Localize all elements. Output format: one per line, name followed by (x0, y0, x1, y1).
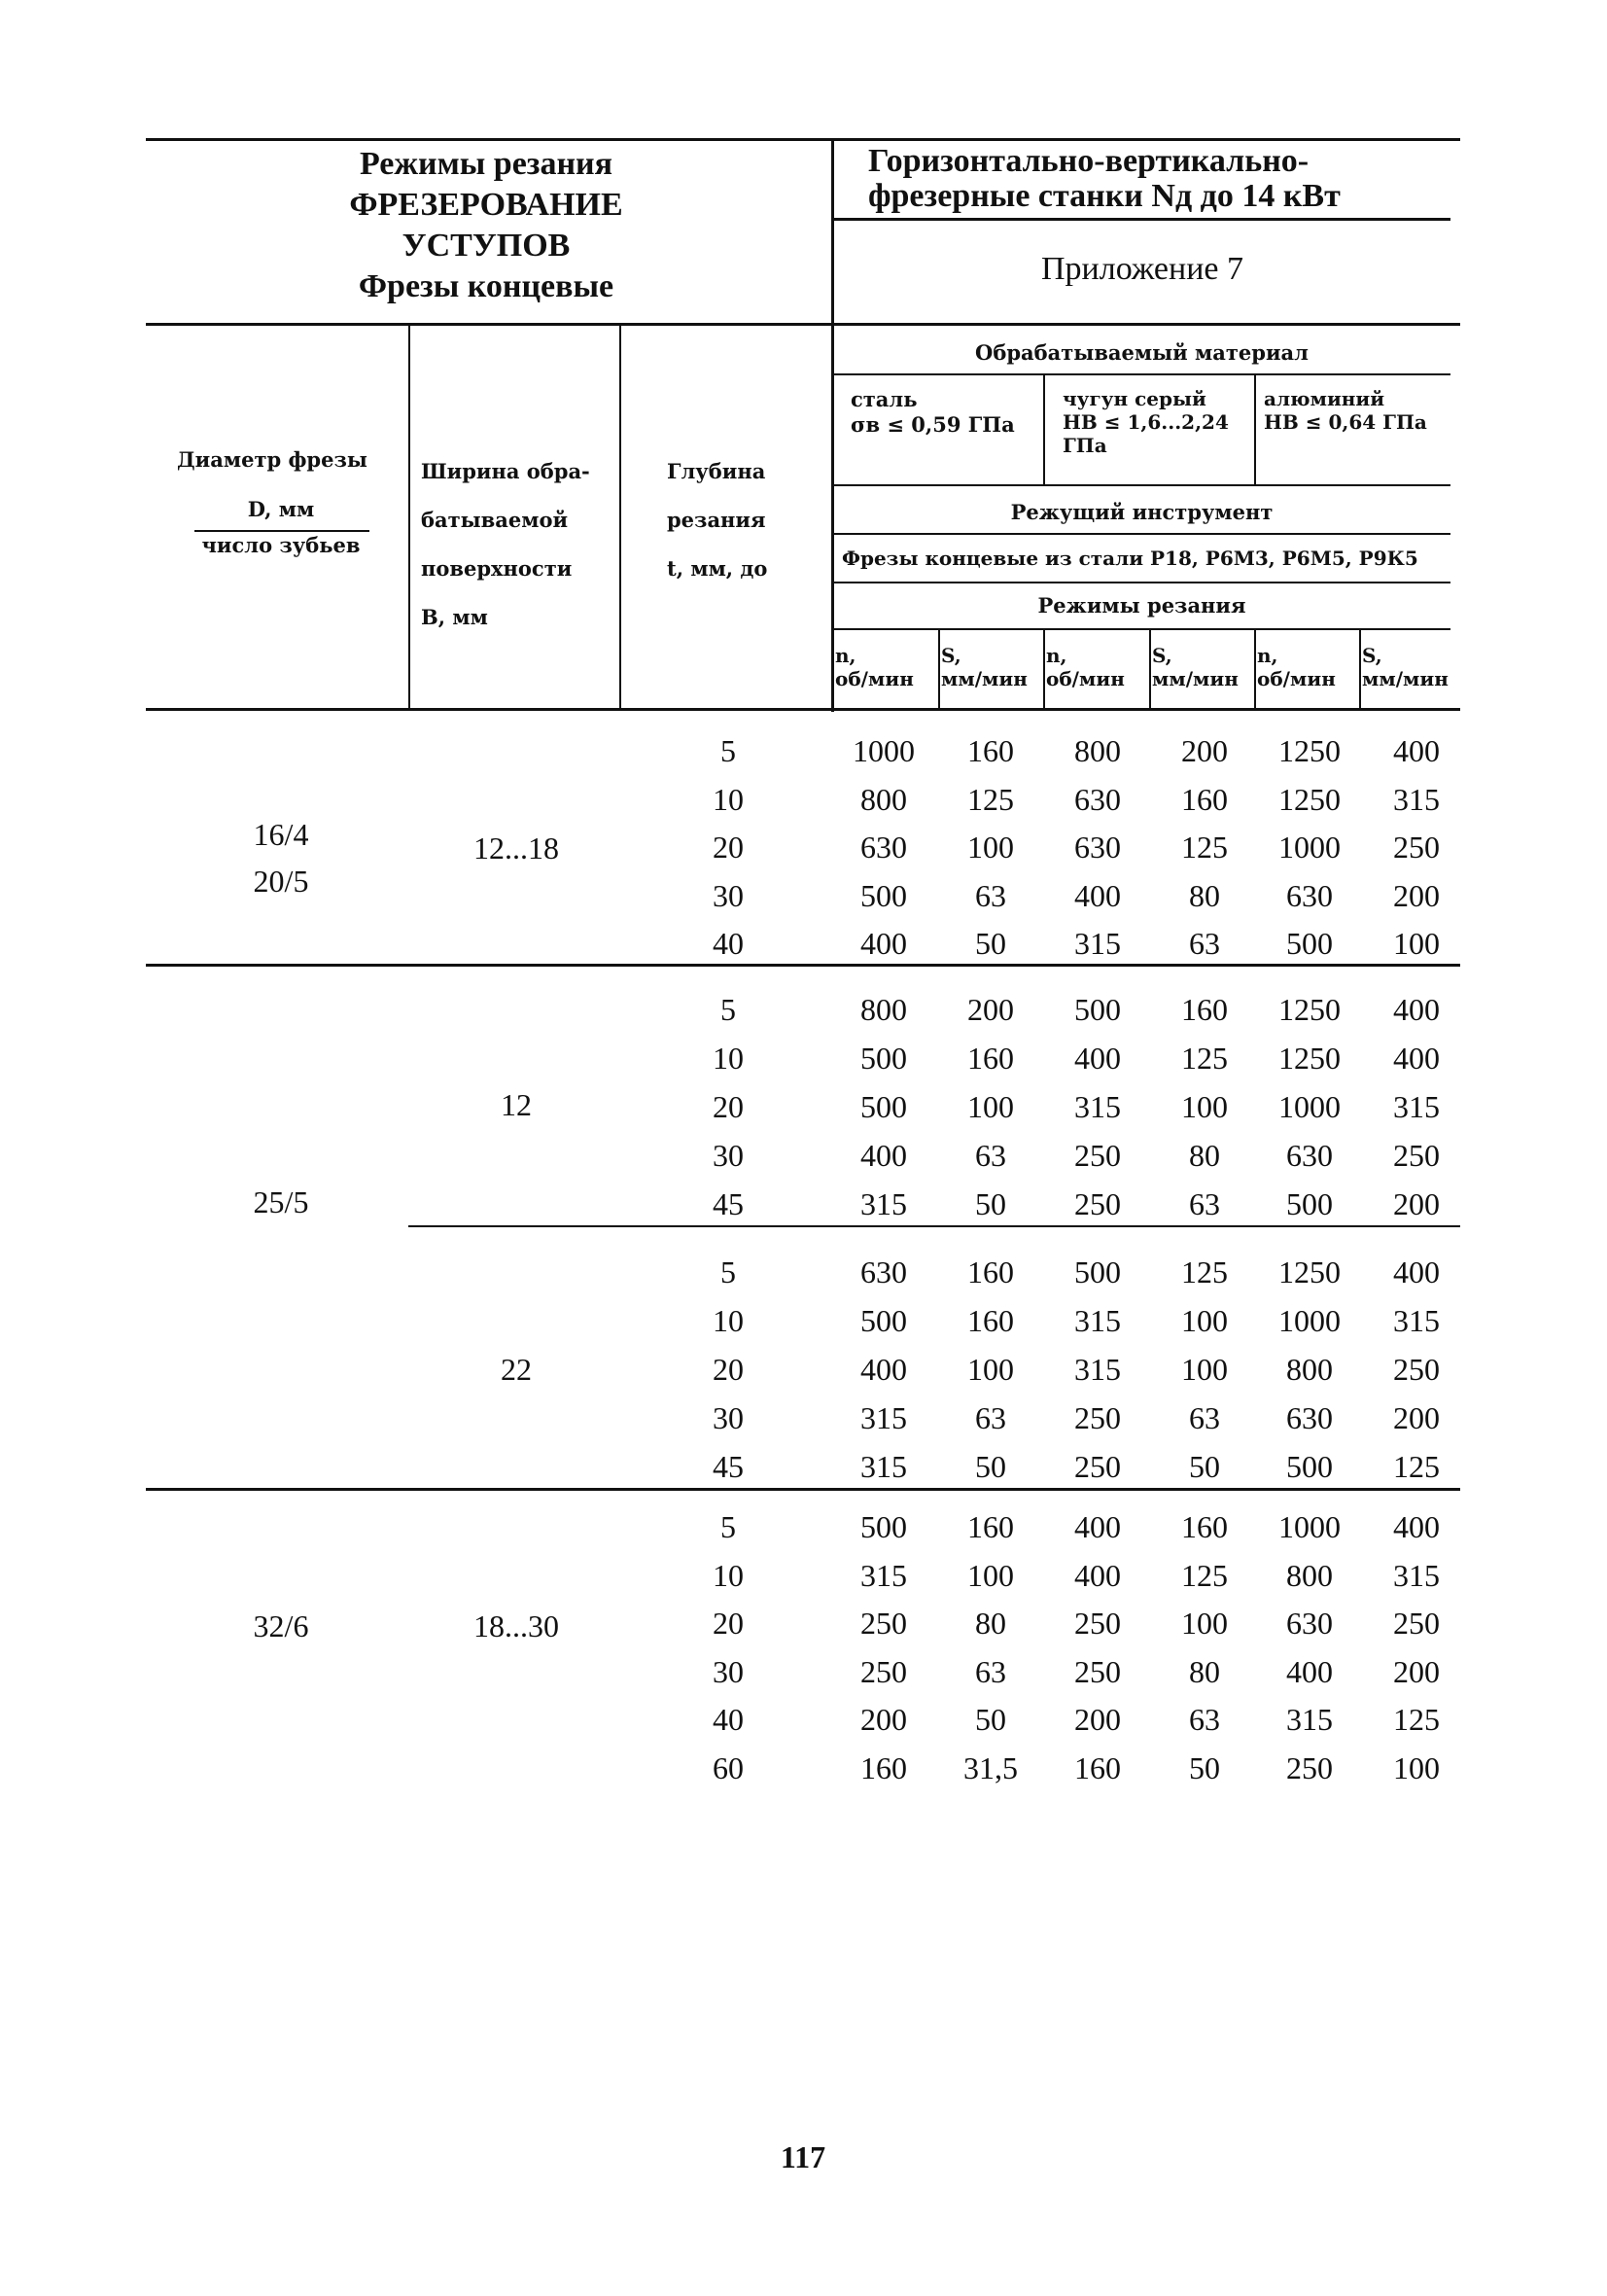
cell-n-cast-iron: 630 (1074, 782, 1121, 817)
tool-rule (833, 582, 1450, 583)
diameter-fraction-bar (194, 530, 369, 532)
cell-depth: 60 (713, 1750, 744, 1785)
width-22: 22 (501, 1352, 532, 1387)
cell-n-aluminium: 1250 (1278, 733, 1341, 768)
cell-n-cast-iron: 250 (1074, 1138, 1121, 1173)
cell-s-cast-iron: 160 (1181, 1509, 1228, 1544)
cell-s-steel: 160 (967, 1303, 1014, 1338)
cell-n-steel: 630 (860, 1254, 907, 1289)
header-divider (831, 138, 834, 712)
cell-s-aluminium: 125 (1393, 1702, 1440, 1737)
cell-s-cast-iron: 80 (1189, 1138, 1220, 1173)
cell-depth: 40 (713, 1702, 744, 1737)
cell-depth: 30 (713, 1138, 744, 1173)
col-sep-2 (619, 325, 621, 708)
diameter-unit: D, мм (247, 497, 315, 521)
tool-title-rule (833, 533, 1450, 535)
ns-sep-1 (938, 630, 940, 710)
modes-title-rule (833, 628, 1450, 630)
cell-n-cast-iron: 500 (1074, 992, 1121, 1027)
machine-title (868, 144, 1451, 214)
cell-s-steel: 50 (975, 1702, 1006, 1737)
cell-depth: 10 (713, 1303, 744, 1338)
cell-n-aluminium: 1000 (1278, 1089, 1341, 1124)
tool-description: Фрезы концевые из стали Р18, Р6М3, Р6М5, Р9К5 (842, 547, 1418, 570)
material-title-rule (833, 373, 1450, 375)
cell-s-aluminium: 400 (1393, 992, 1440, 1027)
width-12: 12 (501, 1087, 532, 1122)
cell-s-cast-iron: 50 (1189, 1449, 1220, 1484)
cell-n-aluminium: 800 (1286, 1558, 1333, 1593)
cell-n-steel: 250 (860, 1606, 907, 1641)
cell-s-aluminium: 200 (1393, 878, 1440, 913)
cell-s-steel: 100 (967, 1089, 1014, 1124)
cell-s-cast-iron: 80 (1189, 878, 1220, 913)
machine-title-line-1: Горизонтально-вертикально- (868, 143, 1310, 179)
cell-n-cast-iron: 250 (1074, 1186, 1121, 1221)
cell-depth: 45 (713, 1449, 744, 1484)
cell-depth: 10 (713, 1041, 744, 1076)
diameter-32-6: 32/6 (253, 1608, 309, 1643)
cell-n-steel: 160 (860, 1750, 907, 1785)
title-line-cutters: Фрезы концевые (358, 268, 614, 304)
machine-title-line-2: фрезерные станки Nд до 14 кВт (868, 178, 1341, 214)
cell-n-cast-iron: 160 (1074, 1750, 1121, 1785)
cell-s-cast-iron: 200 (1181, 733, 1228, 768)
cell-s-cast-iron: 50 (1189, 1750, 1220, 1785)
s-header-cast-iron: S, мм/мин (1152, 644, 1239, 690)
cell-n-cast-iron: 250 (1074, 1606, 1121, 1641)
cell-s-steel: 200 (967, 992, 1014, 1027)
cell-n-steel: 315 (860, 1558, 907, 1593)
cell-s-cast-iron: 100 (1181, 1352, 1228, 1387)
cell-n-cast-iron: 315 (1074, 1089, 1121, 1124)
n-header-steel: n, об/мин (835, 644, 914, 690)
depth-header: Глубина резания t, мм, до (667, 459, 768, 581)
cell-depth: 20 (713, 1089, 744, 1124)
cell-s-steel: 50 (975, 926, 1006, 961)
cell-n-aluminium: 630 (1286, 878, 1333, 913)
title-line-milling: ФРЕЗЕРОВАНИЕ (349, 187, 623, 223)
cell-n-aluminium: 1000 (1278, 1303, 1341, 1338)
cell-n-cast-iron: 315 (1074, 1303, 1121, 1338)
cell-s-cast-iron: 63 (1189, 1400, 1220, 1435)
cell-depth: 20 (713, 1352, 744, 1387)
cell-n-steel: 500 (860, 1303, 907, 1338)
ns-sep-4 (1254, 630, 1256, 710)
cell-n-aluminium: 1250 (1278, 1041, 1341, 1076)
cell-n-steel: 315 (860, 1400, 907, 1435)
cell-n-cast-iron: 250 (1074, 1654, 1121, 1689)
ns-sep-3 (1149, 630, 1151, 710)
material-cast-iron: чугун серый НВ ≤ 1,6...2,24 ГПа (1063, 387, 1229, 457)
cell-n-cast-iron: 400 (1074, 1509, 1121, 1544)
cell-s-aluminium: 400 (1393, 1041, 1440, 1076)
cell-n-aluminium: 1250 (1278, 782, 1341, 817)
cell-s-aluminium: 315 (1393, 782, 1440, 817)
cell-n-cast-iron: 250 (1074, 1449, 1121, 1484)
s-header-aluminium: S, мм/мин (1362, 644, 1449, 690)
cell-s-aluminium: 250 (1393, 1606, 1440, 1641)
cell-depth: 5 (720, 992, 736, 1027)
cell-depth: 5 (720, 1509, 736, 1544)
cell-n-aluminium: 630 (1286, 1400, 1333, 1435)
cell-depth: 40 (713, 926, 744, 961)
cell-depth: 30 (713, 1400, 744, 1435)
cell-depth: 20 (713, 830, 744, 865)
cell-s-cast-iron: 160 (1181, 992, 1228, 1027)
cell-depth: 30 (713, 1654, 744, 1689)
cell-s-cast-iron: 125 (1181, 1558, 1228, 1593)
diameter-16-4: 16/4 (253, 817, 309, 852)
cell-s-steel: 63 (975, 1400, 1006, 1435)
material-steel: сталь σв ≤ 0,59 ГПа (851, 387, 1015, 437)
cell-s-steel: 31,5 (963, 1750, 1018, 1785)
cell-s-aluminium: 200 (1393, 1654, 1440, 1689)
cell-s-cast-iron: 125 (1181, 830, 1228, 865)
cell-s-steel: 100 (967, 1352, 1014, 1387)
cell-s-aluminium: 100 (1393, 926, 1440, 961)
modes-title: Режимы резания (1037, 593, 1246, 618)
cell-s-cast-iron: 100 (1181, 1089, 1228, 1124)
cell-n-steel: 500 (860, 1041, 907, 1076)
ns-sep-2 (1043, 630, 1045, 710)
cell-s-aluminium: 400 (1393, 1509, 1440, 1544)
ns-sep-5 (1359, 630, 1361, 710)
cell-s-steel: 50 (975, 1186, 1006, 1221)
cell-s-cast-iron: 125 (1181, 1254, 1228, 1289)
material-sep-2 (1254, 375, 1256, 484)
cell-s-aluminium: 250 (1393, 1352, 1440, 1387)
cell-s-aluminium: 200 (1393, 1400, 1440, 1435)
cell-depth: 20 (713, 1606, 744, 1641)
cell-s-cast-iron: 160 (1181, 782, 1228, 817)
material-bottom-rule (833, 484, 1450, 486)
cell-n-steel: 800 (860, 782, 907, 817)
cell-s-aluminium: 400 (1393, 1254, 1440, 1289)
cell-n-steel: 800 (860, 992, 907, 1027)
material-title: Обрабатываемый материал (975, 340, 1309, 365)
cell-n-steel: 630 (860, 830, 907, 865)
cell-n-cast-iron: 315 (1074, 926, 1121, 961)
tool-title: Режущий инструмент (1010, 500, 1274, 524)
cell-s-steel: 50 (975, 1449, 1006, 1484)
s-header-steel: S, мм/мин (941, 644, 1028, 690)
cell-n-aluminium: 500 (1286, 1186, 1333, 1221)
cell-s-cast-iron: 100 (1181, 1606, 1228, 1641)
cell-s-aluminium: 200 (1393, 1186, 1440, 1221)
cell-n-aluminium: 1250 (1278, 1254, 1341, 1289)
cell-s-aluminium: 125 (1393, 1449, 1440, 1484)
cell-s-steel: 160 (967, 733, 1014, 768)
cell-depth: 5 (720, 1254, 736, 1289)
cell-s-steel: 63 (975, 1138, 1006, 1173)
width-12-18: 12...18 (473, 830, 559, 865)
cell-depth: 30 (713, 878, 744, 913)
cell-depth: 10 (713, 782, 744, 817)
cell-n-steel: 250 (860, 1654, 907, 1689)
cell-depth: 45 (713, 1186, 744, 1221)
cell-n-steel: 1000 (853, 733, 915, 768)
material-aluminium: алюминий НВ ≤ 0,64 ГПа (1264, 387, 1427, 434)
header-bottom-rule (146, 323, 1460, 326)
cell-s-steel: 100 (967, 1558, 1014, 1593)
title-line-modes: Режимы резания (359, 146, 613, 182)
material-sep-1 (1043, 375, 1045, 484)
n-header-cast-iron: n, об/мин (1046, 644, 1125, 690)
cell-n-cast-iron: 200 (1074, 1702, 1121, 1737)
cell-s-steel: 100 (967, 830, 1014, 865)
cell-s-aluminium: 400 (1393, 733, 1440, 768)
cell-depth: 10 (713, 1558, 744, 1593)
cell-n-steel: 500 (860, 1089, 907, 1124)
cell-s-aluminium: 250 (1393, 1138, 1440, 1173)
cell-n-aluminium: 400 (1286, 1654, 1333, 1689)
cell-s-steel: 63 (975, 878, 1006, 913)
cell-n-cast-iron: 315 (1074, 1352, 1121, 1387)
top-rule (146, 138, 1460, 141)
header-end-rule (146, 708, 1460, 711)
cell-n-aluminium: 1000 (1278, 830, 1341, 865)
cell-s-aluminium: 315 (1393, 1089, 1440, 1124)
diameter-25-5: 25/5 (253, 1184, 309, 1219)
title-line-shoulders: УСТУПОВ (402, 228, 571, 264)
cell-n-cast-iron: 400 (1074, 1558, 1121, 1593)
cell-s-cast-iron: 63 (1189, 1186, 1220, 1221)
appendix-label: Приложение 7 (1041, 251, 1243, 287)
cell-n-aluminium: 800 (1286, 1352, 1333, 1387)
cell-n-cast-iron: 630 (1074, 830, 1121, 865)
cell-s-aluminium: 315 (1393, 1558, 1440, 1593)
cell-s-steel: 80 (975, 1606, 1006, 1641)
page-number: 117 (780, 2139, 826, 2174)
col-sep-1 (408, 325, 410, 708)
group-2-bottom-rule (146, 1488, 1460, 1491)
cell-s-aluminium: 315 (1393, 1303, 1440, 1338)
diameter-header: Диаметр фрезы (177, 447, 367, 472)
subgroup-rule (408, 1225, 1460, 1227)
cell-n-cast-iron: 250 (1074, 1400, 1121, 1435)
cell-n-aluminium: 315 (1286, 1702, 1333, 1737)
cell-s-steel: 160 (967, 1254, 1014, 1289)
cell-n-steel: 315 (860, 1449, 907, 1484)
cell-n-cast-iron: 800 (1074, 733, 1121, 768)
machine-title-rule (833, 218, 1450, 221)
cell-s-cast-iron: 80 (1189, 1654, 1220, 1689)
cell-n-steel: 400 (860, 1352, 907, 1387)
cell-n-aluminium: 1000 (1278, 1509, 1341, 1544)
cell-n-cast-iron: 500 (1074, 1254, 1121, 1289)
width-header: Ширина обра- батываемой поверхности B, мм (421, 459, 590, 629)
cell-n-aluminium: 250 (1286, 1750, 1333, 1785)
cell-n-aluminium: 630 (1286, 1138, 1333, 1173)
cell-n-steel: 315 (860, 1186, 907, 1221)
width-18-30: 18...30 (473, 1608, 559, 1643)
cell-n-steel: 500 (860, 878, 907, 913)
cell-n-aluminium: 1250 (1278, 992, 1341, 1027)
cell-s-cast-iron: 63 (1189, 926, 1220, 961)
cell-s-cast-iron: 63 (1189, 1702, 1220, 1737)
cell-n-aluminium: 500 (1286, 1449, 1333, 1484)
cell-n-steel: 500 (860, 1509, 907, 1544)
n-header-aluminium: n, об/мин (1257, 644, 1336, 690)
cell-n-steel: 400 (860, 1138, 907, 1173)
cell-s-cast-iron: 100 (1181, 1303, 1228, 1338)
cell-s-steel: 63 (975, 1654, 1006, 1689)
cell-s-steel: 160 (967, 1041, 1014, 1076)
cell-n-steel: 200 (860, 1702, 907, 1737)
cell-s-cast-iron: 125 (1181, 1041, 1228, 1076)
cell-s-steel: 160 (967, 1509, 1014, 1544)
cell-n-cast-iron: 400 (1074, 1041, 1121, 1076)
section-title (146, 144, 826, 307)
cell-n-aluminium: 630 (1286, 1606, 1333, 1641)
cell-depth: 5 (720, 733, 736, 768)
cell-n-cast-iron: 400 (1074, 878, 1121, 913)
cell-s-aluminium: 100 (1393, 1750, 1440, 1785)
cell-s-steel: 125 (967, 782, 1014, 817)
cell-s-aluminium: 250 (1393, 830, 1440, 865)
diameter-20-5: 20/5 (253, 864, 309, 899)
cell-n-steel: 400 (860, 926, 907, 961)
teeth-count-header: число зубьев (201, 533, 361, 557)
group-1-bottom-rule (146, 964, 1460, 967)
cell-n-aluminium: 500 (1286, 926, 1333, 961)
